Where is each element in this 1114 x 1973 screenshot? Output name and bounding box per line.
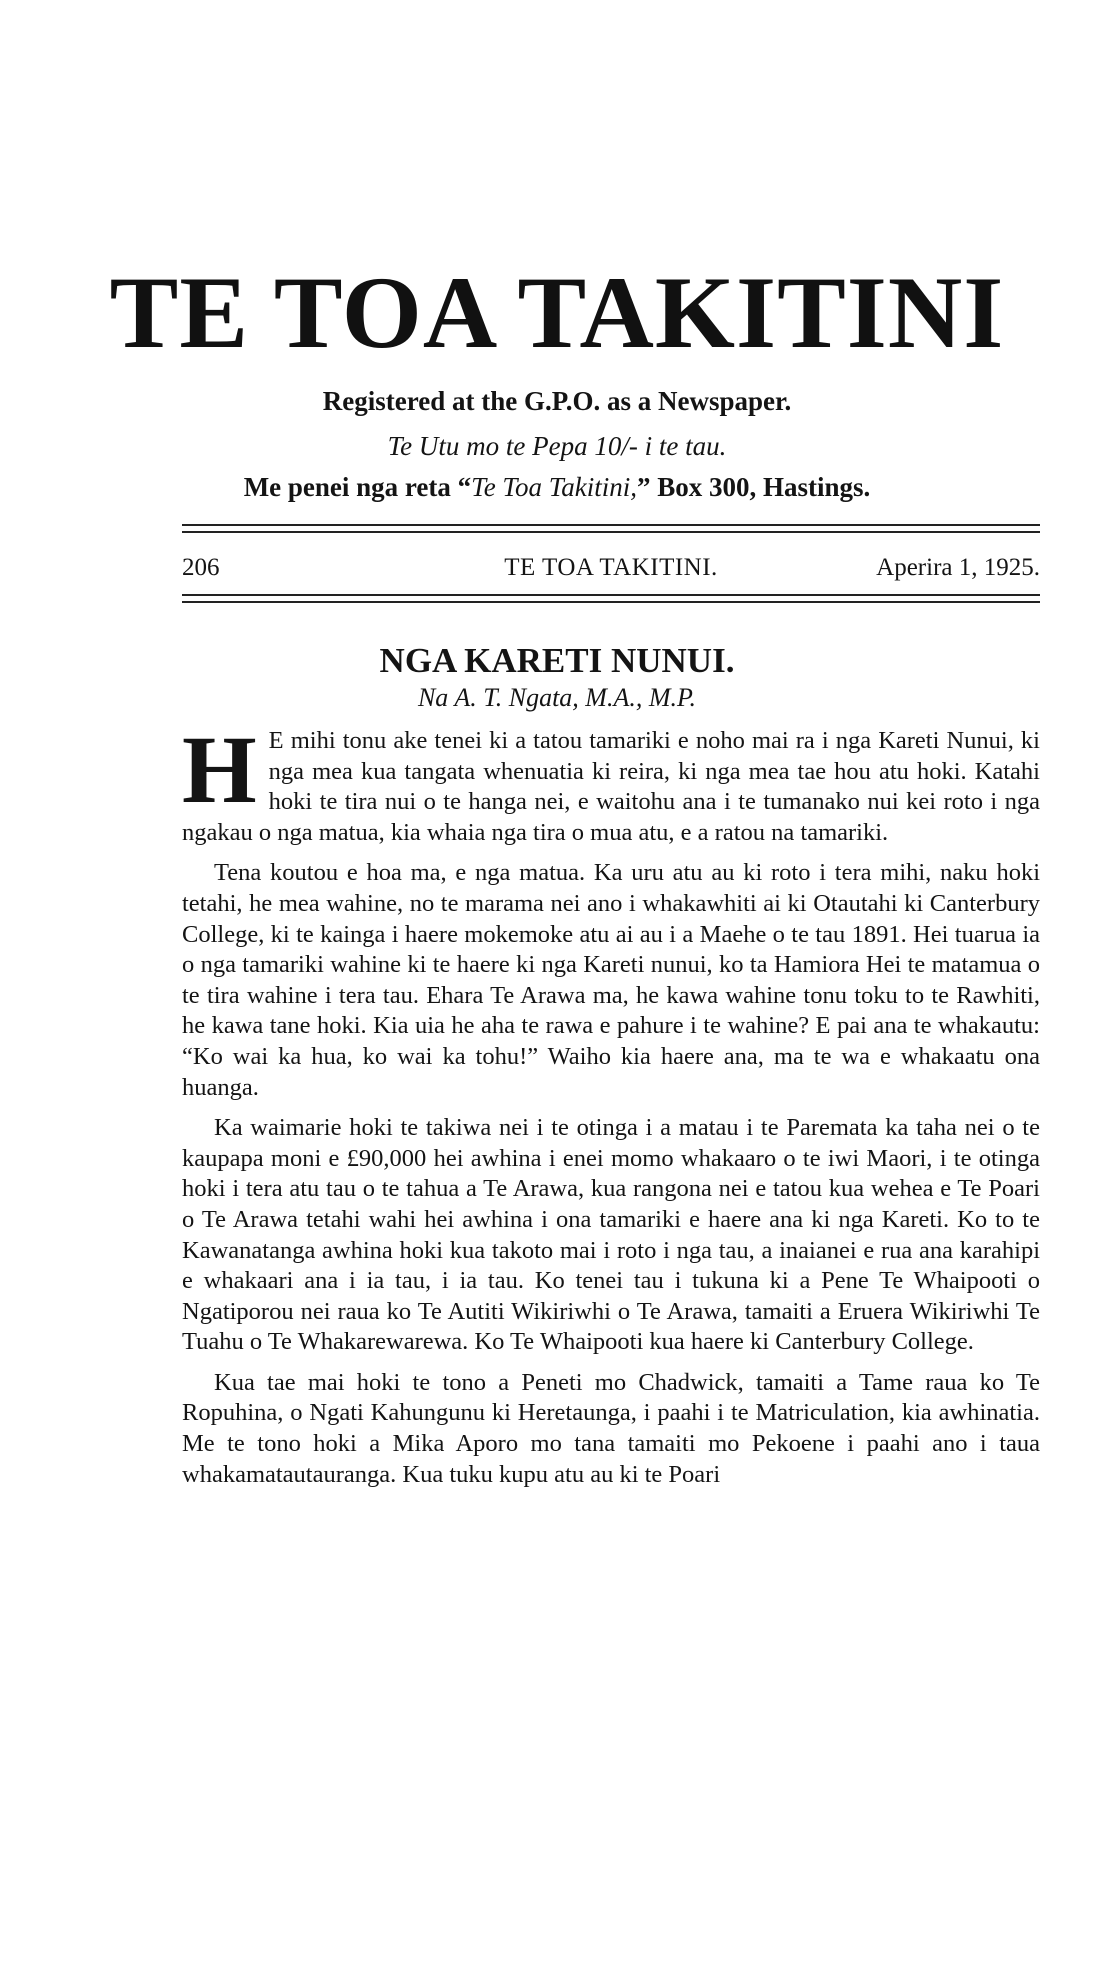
folio-rule-bottom: [182, 601, 1040, 603]
masthead-rule-top: [182, 524, 1040, 526]
article-body: [182, 716, 1040, 1500]
issue-date: Aperira 1, 1925.: [876, 554, 1040, 581]
folio-line: [182, 553, 1040, 583]
address-prefix: Me penei nga reta “: [243, 472, 472, 502]
page-number: 206: [182, 554, 220, 581]
article-byline: Na A. T. Ngata, M.A., M.P.: [417, 683, 697, 712]
paragraph-3: Ka waimarie hoki te takiwa nei i te otinga i a matau i te Paremata ka taha nei o te kaupapa moni e £90,000 hei awhina i enei momo whakaaro o te iwi Maori, i te otinga hoki i tera atu tau o te tahua a Te Arawa, kua rangona nei e tatou kua wehea e Te Poari o Te Arawa tetahi wahi hei awhina i ona tamariki e haere ana ki nga Kareti. Ko to te Kawanatanga awhina hoki kua takoto mai i roto i nga tau, a inaianei e rua ana karahipi e whakaari ana i ia tau, i ia tau. Ko tenei tau i tukuna ki a Pene Te Whaipooti o Ngatiporou nei raua ko Te Autiti Wikiriwhi o Te Arawa, tamaiti a Eruera Wikiriwhi Te Tuahu o Te Whakarewarewa. Ko Te Whaipooti kua haere ki Canterbury College.: [182, 1114, 1040, 1356]
registration-line: Registered at the G.P.O. as a Newspaper.: [322, 386, 792, 416]
folio-rule-top: [182, 594, 1040, 596]
masthead-title: TE TOA TAKITINI: [109, 256, 1005, 370]
address-suffix: ” Box 300, Hastings.: [637, 472, 871, 502]
paragraph-text: E mihi tonu ake tenei ki a tatou tamariki e noho mai ra i nga Kareti Nunui, ki nga mea kua tangata whenuatia ki reira, ki nga mea tae hou atu hoki. Katahi hoki te tira nui o te hanga nei, e waitohu ana i te tumanako nui kei roto i nga ngakau o nga matua, kia whaia nga tira o mua atu, e a ratou na tamariki.: [182, 727, 1040, 846]
article-title: NGA KARETI NUNUI.: [379, 641, 735, 680]
paragraph-1: [182, 716, 1040, 848]
paragraph-4: Kua tae mai hoki te tono a Peneti mo Chadwick, tamaiti a Tame raua ko Te Ropuhina, o Ngati Kahungunu ki Heretaunga, i paahi i te Matriculation, kia awhinatia. Me te tono hoki a Mika Aporo mo tana tamaiti mo Pekoene i paahi ano i taua whakamatautauranga. Kua tuku kupu atu au ki te Poari: [182, 1368, 1040, 1488]
address-name: Te Toa Takitini,: [471, 472, 637, 502]
address-line: [0, 474, 1114, 501]
subscription-line: Te Utu mo te Pepa 10/- i te tau.: [387, 431, 727, 461]
paragraph-2: Tena koutou e hoa ma, e nga matua. Ka uru atu au ki roto i tera mihi, naku hoki tetahi, he mea wahine, no te marama nei ano i whakawhiti ai ki Otautahi ki Canterbury College, ki te kainga i haere mokemoke atu ai au i a Maehe o te tau 1891. Hei tuarua ia o nga tamariki wahine ki te haere ki nga Kareti nunui, ko ta Hamiora Hei te matamua o te tira wahine i tera tau. Ehara Te Arawa ma, he kawa wahine tonu toku to te Rawhiti, he kawa tane hoki. Kia uia he aha te rawa e pahure i te wahine? E pai ana te whakautu: “Ko wai ka hua, ko wai ka tohu!” Waiho kia haere ana, ma te wa e whakaatu ona huanga.: [182, 859, 1040, 1101]
masthead-rule-bottom: [182, 531, 1040, 533]
running-title: TE TOA TAKITINI.: [504, 554, 718, 581]
drop-cap: H: [182, 716, 257, 823]
